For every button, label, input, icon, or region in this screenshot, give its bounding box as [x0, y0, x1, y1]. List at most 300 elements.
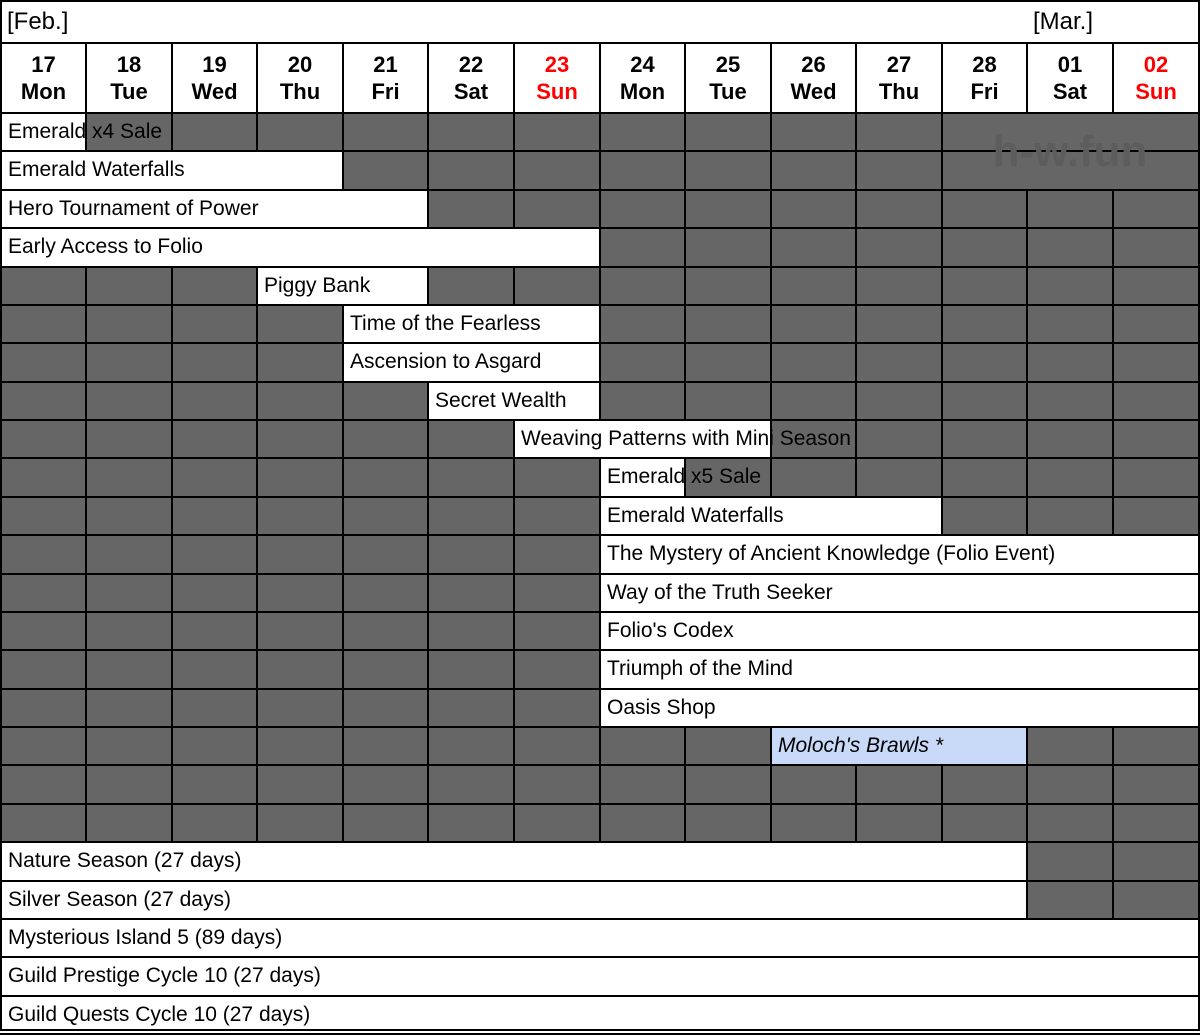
empty-day-cell: [172, 420, 257, 458]
empty-day-cell: [428, 727, 514, 765]
event-label: Secret Wealth: [435, 388, 567, 412]
empty-day-cell: [942, 765, 1027, 803]
empty-day-cell: [1, 382, 86, 420]
grid-line: [770, 765, 772, 803]
empty-day-cell: [1113, 458, 1199, 496]
empty-day-cell: [172, 727, 257, 765]
day-weekday: Thu: [878, 79, 920, 104]
day-number: 17: [31, 52, 56, 77]
grid-line: [1026, 804, 1028, 842]
grid-line: [770, 804, 772, 842]
empty-day-cell: [172, 574, 257, 612]
empty-day-cell: [86, 458, 172, 496]
empty-day-cell: [343, 574, 428, 612]
grid-line: [427, 113, 429, 151]
event-label: Guild Quests Cycle 10 (27 days): [8, 1002, 311, 1026]
day-weekday: Thu: [279, 79, 321, 104]
grid-line: [1112, 497, 1114, 535]
empty-day-cell: [428, 267, 514, 305]
empty-day-cell: [86, 497, 172, 535]
empty-day-cell: [685, 804, 771, 842]
grid-line: [599, 765, 601, 803]
empty-day-cell: [428, 650, 514, 688]
empty-day-cell: [685, 267, 771, 305]
grid-line: [1112, 842, 1114, 880]
empty-day-cell: [514, 727, 600, 765]
grid-line: [342, 535, 344, 573]
grid-line: [342, 574, 344, 612]
day-header: [942, 43, 1027, 112]
empty-day-cell: [1027, 420, 1113, 458]
grid-line: [342, 689, 344, 727]
day-number: 26: [801, 52, 826, 77]
grid-line: [513, 267, 515, 305]
empty-day-cell: [856, 382, 942, 420]
grid-line: [171, 113, 173, 151]
day-header: [428, 43, 514, 112]
grid-line: [342, 151, 344, 189]
event-label: The Mystery of Ancient Knowledge (Folio Event): [607, 542, 1056, 566]
grid-line: [427, 689, 429, 727]
grid-line: [256, 535, 258, 573]
day-header: [771, 43, 856, 112]
grid-line: [1026, 228, 1028, 266]
grid-line: [1112, 305, 1114, 343]
grid-line: [171, 727, 173, 765]
grid-line: [171, 689, 173, 727]
empty-day-cell: [1027, 458, 1113, 496]
empty-day-cell: [1113, 228, 1199, 266]
grid-line: [941, 420, 943, 458]
empty-day-cell: [1, 267, 86, 305]
empty-day-cell: [343, 612, 428, 650]
empty-day-cell: [1027, 881, 1113, 919]
day-header: [343, 43, 428, 112]
empty-day-cell: [685, 382, 771, 420]
empty-day-cell: [257, 765, 343, 803]
day-number: 28: [972, 52, 997, 77]
grid-line: [513, 458, 515, 496]
day-number: 27: [886, 52, 912, 77]
empty-day-cell: [514, 574, 600, 612]
empty-day-cell: [771, 804, 856, 842]
empty-day-cell: [856, 765, 942, 803]
grid-line: [1112, 881, 1114, 919]
empty-day-cell: [514, 612, 600, 650]
empty-day-cell: [942, 190, 1027, 228]
grid-line: [684, 765, 686, 803]
grid-line: [85, 458, 87, 496]
grid-line: [171, 267, 173, 305]
grid-line: [256, 574, 258, 612]
grid-line: [85, 804, 87, 842]
month-label: [Mar.]: [1033, 8, 1094, 35]
grid-line: [684, 151, 686, 189]
grid-line: [599, 804, 601, 842]
empty-day-cell: [428, 574, 514, 612]
empty-day-cell: [856, 458, 942, 496]
day-number: 25: [715, 52, 741, 77]
empty-day-cell: [1113, 267, 1199, 305]
grid-line: [684, 190, 686, 228]
grid-line: [427, 727, 429, 765]
empty-day-cell: [856, 113, 942, 151]
day-number: 24: [630, 52, 655, 77]
grid-line: [684, 727, 686, 765]
grid-line: [342, 458, 344, 496]
event-label: Folio's Codex: [607, 618, 734, 642]
day-weekday: Fri: [371, 79, 400, 104]
empty-day-cell: [428, 689, 514, 727]
day-number: 02: [1143, 52, 1169, 77]
grid-line: [599, 382, 601, 420]
grid-line: [171, 497, 173, 535]
grid-line: [427, 535, 429, 573]
grid-line: [684, 113, 686, 151]
grid-line: [941, 43, 943, 113]
empty-day-cell: [685, 190, 771, 228]
empty-day-cell: [1113, 420, 1199, 458]
grid-line: [342, 43, 344, 113]
grid-line: [513, 535, 515, 573]
empty-day-cell: [856, 267, 942, 305]
grid-line: [855, 343, 857, 381]
grid-line: [941, 458, 943, 496]
grid-line: [171, 650, 173, 688]
grid-line: [85, 420, 87, 458]
grid-line: [770, 151, 772, 189]
empty-day-cell: [600, 228, 685, 266]
empty-day-cell: [428, 535, 514, 573]
empty-day-cell: [685, 151, 771, 189]
empty-day-cell: [343, 689, 428, 727]
event-label: Oasis Shop: [607, 695, 716, 719]
empty-day-cell: [257, 650, 343, 688]
empty-day-cell: [514, 650, 600, 688]
grid-line: [1026, 727, 1028, 765]
grid-line: [855, 43, 857, 113]
grid-line: [85, 574, 87, 612]
grid-line: [85, 689, 87, 727]
empty-day-cell: [514, 267, 600, 305]
grid-line: [599, 190, 601, 228]
grid-line: [342, 765, 344, 803]
grid-line: [85, 650, 87, 688]
empty-day-cell: [1113, 497, 1199, 535]
empty-day-cell: [428, 804, 514, 842]
empty-day-cell: [1027, 305, 1113, 343]
empty-day-cell: [1027, 804, 1113, 842]
empty-day-cell: [428, 612, 514, 650]
grid-line: [855, 228, 857, 266]
empty-day-cell: [771, 382, 856, 420]
day-weekday: Mon: [20, 79, 67, 104]
day-header: [856, 43, 942, 112]
empty-day-cell: [942, 228, 1027, 266]
grid-line: [256, 43, 258, 113]
event-label: Silver Season (27 days): [8, 887, 231, 911]
grid-line: [855, 190, 857, 228]
empty-day-cell: [86, 382, 172, 420]
grid-line: [85, 535, 87, 573]
grid-line: [1026, 305, 1028, 343]
empty-day-cell: [685, 113, 771, 151]
grid-line: [85, 765, 87, 803]
event-label: Hero Tournament of Power: [8, 196, 259, 220]
grid-line: [85, 727, 87, 765]
event-label: Piggy Bank: [264, 273, 371, 297]
empty-day-cell: [771, 151, 856, 189]
empty-day-cell: [1113, 881, 1199, 919]
grid-line: [941, 228, 943, 266]
empty-day-cell: [257, 497, 343, 535]
empty-day-cell: [514, 151, 600, 189]
grid-line: [256, 382, 258, 420]
empty-day-cell: [257, 727, 343, 765]
empty-day-cell: [172, 689, 257, 727]
grid-line: [1026, 43, 1028, 113]
day-number: 22: [458, 52, 484, 77]
grid-line: [513, 612, 515, 650]
empty-day-cell: [86, 727, 172, 765]
grid-line: [1026, 343, 1028, 381]
grid-line: [513, 43, 515, 113]
day-number: 23: [544, 52, 570, 77]
empty-day-cell: [257, 804, 343, 842]
month-label: [Feb.]: [7, 8, 69, 35]
grid-line: [171, 458, 173, 496]
empty-day-cell: [1113, 842, 1199, 880]
empty-day-cell: [856, 151, 942, 189]
empty-day-cell: [1, 535, 86, 573]
day-weekday: Wed: [790, 79, 837, 104]
empty-day-cell: [1, 612, 86, 650]
grid-line: [171, 535, 173, 573]
empty-day-cell: [600, 343, 685, 381]
empty-day-cell: [257, 382, 343, 420]
empty-day-cell: [428, 113, 514, 151]
empty-day-cell: [343, 382, 428, 420]
day-weekday: Mon: [619, 79, 666, 104]
empty-day-cell: [86, 305, 172, 343]
empty-day-cell: [1113, 765, 1199, 803]
empty-day-cell: [942, 420, 1027, 458]
empty-day-cell: [343, 420, 428, 458]
grid-line: [256, 650, 258, 688]
grid-line: [171, 420, 173, 458]
grid-line: [342, 382, 344, 420]
grid-line: [1026, 458, 1028, 496]
grid-line: [855, 420, 857, 458]
grid-line: [941, 190, 943, 228]
day-number: 21: [373, 52, 398, 77]
grid-line: [85, 382, 87, 420]
day-header: [514, 43, 600, 112]
empty-day-cell: [86, 267, 172, 305]
empty-day-cell: [257, 305, 343, 343]
grid-line: [684, 267, 686, 305]
grid-line: [85, 267, 87, 305]
empty-day-cell: [1027, 190, 1113, 228]
grid-line: [256, 804, 258, 842]
grid-line: [770, 343, 772, 381]
empty-day-cell: [172, 804, 257, 842]
event-label: Ascension to Asgard: [350, 350, 542, 374]
day-weekday: Sat: [453, 79, 489, 104]
grid-line: [342, 420, 344, 458]
empty-day-cell: [343, 727, 428, 765]
empty-day-cell: [685, 305, 771, 343]
grid-line: [599, 305, 601, 343]
empty-day-cell: [942, 305, 1027, 343]
grid-line: [1112, 43, 1114, 113]
empty-day-cell: [86, 650, 172, 688]
grid-line: [85, 497, 87, 535]
grid-line: [855, 382, 857, 420]
grid-line: [599, 113, 601, 151]
grid-line: [171, 574, 173, 612]
empty-day-cell: [856, 343, 942, 381]
empty-day-cell: [771, 267, 856, 305]
empty-day-cell: [685, 228, 771, 266]
grid-line: [941, 765, 943, 803]
grid-line: [1112, 382, 1114, 420]
grid-line: [513, 765, 515, 803]
grid-line: [427, 458, 429, 496]
empty-day-cell: [343, 151, 428, 189]
empty-day-cell: [257, 689, 343, 727]
empty-day-cell: [172, 458, 257, 496]
event-label: Mysterious Island 5 (89 days): [8, 925, 283, 949]
grid-line: [513, 151, 515, 189]
empty-day-cell: [1113, 305, 1199, 343]
empty-day-cell: [86, 420, 172, 458]
grid-line: [599, 43, 601, 113]
grid-line: [342, 497, 344, 535]
empty-day-cell: [600, 190, 685, 228]
day-header: [1, 43, 86, 112]
grid-line: [427, 765, 429, 803]
empty-day-cell: [428, 458, 514, 496]
grid-line: [171, 804, 173, 842]
grid-line: [85, 43, 87, 113]
grid-line: [513, 113, 515, 151]
grid-line: [1026, 267, 1028, 305]
empty-day-cell: [514, 113, 600, 151]
grid-line: [770, 190, 772, 228]
empty-day-cell: [428, 497, 514, 535]
empty-day-cell: [257, 420, 343, 458]
grid-line: [770, 458, 772, 496]
grid-line: [855, 305, 857, 343]
empty-day-cell: [1027, 842, 1113, 880]
empty-day-cell: [172, 382, 257, 420]
empty-day-cell: [771, 190, 856, 228]
empty-day-cell: [86, 689, 172, 727]
event-label: Nature Season (27 days): [8, 849, 242, 873]
grid-line: [855, 804, 857, 842]
empty-day-cell: [343, 765, 428, 803]
grid-line: [941, 267, 943, 305]
grid-line: [427, 43, 429, 113]
empty-day-cell: [1027, 765, 1113, 803]
day-header: [257, 43, 343, 112]
grid-line: [1112, 228, 1114, 266]
empty-day-cell: [172, 305, 257, 343]
day-weekday: Fri: [970, 79, 999, 104]
empty-day-cell: [942, 267, 1027, 305]
grid-line: [256, 113, 258, 151]
empty-day-cell: [771, 228, 856, 266]
empty-day-cell: [428, 151, 514, 189]
empty-day-cell: [343, 535, 428, 573]
grid-line: [599, 228, 601, 266]
grid-line: [171, 343, 173, 381]
empty-day-cell: [257, 574, 343, 612]
grid-line: [1112, 343, 1114, 381]
grid-line: [171, 305, 173, 343]
empty-day-cell: [600, 727, 685, 765]
empty-day-cell: [1, 420, 86, 458]
day-header: [172, 43, 257, 112]
grid-line: [427, 650, 429, 688]
grid-line: [770, 228, 772, 266]
grid-line: [1112, 458, 1114, 496]
grid-line: [1112, 804, 1114, 842]
grid-line: [855, 458, 857, 496]
grid-line: [513, 650, 515, 688]
grid-line: [256, 727, 258, 765]
grid-line: [1112, 267, 1114, 305]
grid-line: [513, 689, 515, 727]
grid-line: [855, 267, 857, 305]
grid-line: [1026, 382, 1028, 420]
grid-line: [342, 612, 344, 650]
grid-line: [427, 497, 429, 535]
empty-day-cell: [1113, 804, 1199, 842]
day-header: [1027, 43, 1113, 112]
grid-line: [684, 804, 686, 842]
empty-day-cell: [600, 765, 685, 803]
grid-line: [0, 0, 1200, 2]
day-number: 19: [202, 52, 227, 77]
grid-line: [941, 804, 943, 842]
grid-line: [1026, 842, 1028, 880]
day-weekday: Wed: [191, 79, 238, 104]
grid-line: [171, 612, 173, 650]
empty-day-cell: [172, 650, 257, 688]
grid-line: [684, 305, 686, 343]
grid-line: [599, 267, 601, 305]
grid-line: [684, 343, 686, 381]
empty-day-cell: [428, 420, 514, 458]
grid-line: [427, 574, 429, 612]
day-number: 01: [1057, 52, 1083, 77]
empty-day-cell: [600, 151, 685, 189]
grid-line: [599, 727, 601, 765]
grid-line: [770, 267, 772, 305]
empty-day-cell: [1113, 727, 1199, 765]
empty-day-cell: [1027, 228, 1113, 266]
grid-line: [1026, 190, 1028, 228]
day-weekday: Sun: [1135, 79, 1177, 104]
empty-day-cell: [428, 190, 514, 228]
empty-day-cell: [1, 574, 86, 612]
empty-day-cell: [86, 612, 172, 650]
empty-day-cell: [942, 458, 1027, 496]
empty-day-cell: [1, 765, 86, 803]
empty-day-cell: [856, 804, 942, 842]
